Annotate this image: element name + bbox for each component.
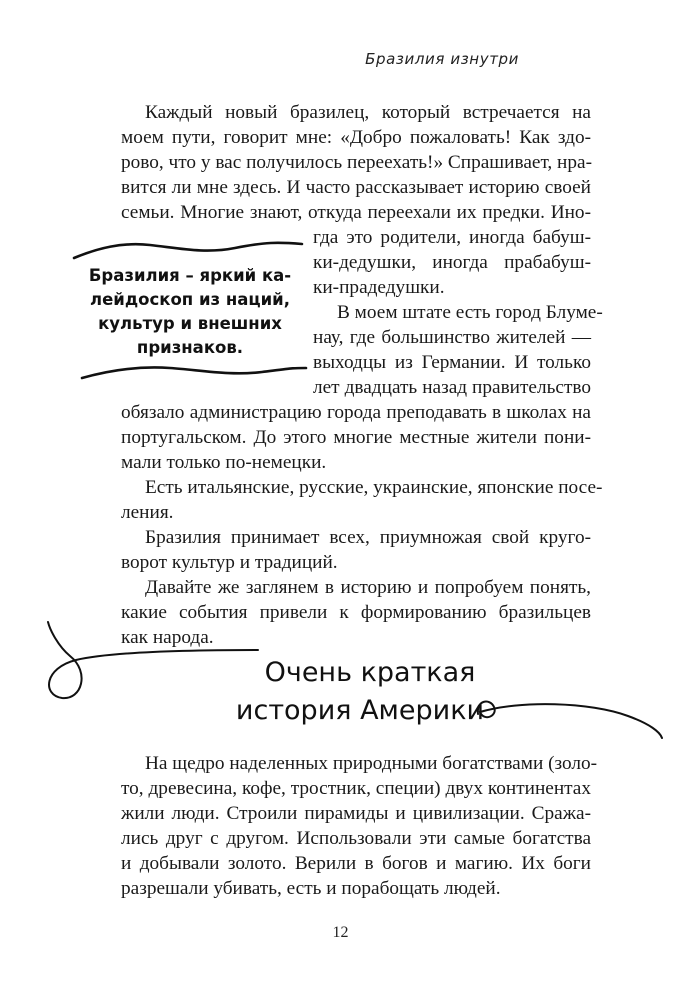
text-line: ки-прадедушки. — [313, 277, 445, 298]
text-line: моем пути, говорит мне: «Добро пожаловать! Как здо- — [121, 127, 591, 148]
text-line: Бразилия принимает всех, приумножая свой круго- — [145, 527, 591, 548]
text-line: мали только по-немецки. — [121, 452, 327, 473]
text-line: вится ли мне здесь. И часто рассказывает историю своей — [121, 177, 591, 198]
text-line: лет двадцать назад правительство — [313, 377, 591, 398]
text-line: ворот культур и традиций. — [121, 552, 338, 573]
text-line: разрешали убивать, есть и порабощать людей. — [121, 878, 501, 899]
pull-quote-line: культур и внешних — [98, 314, 282, 333]
text-line: На щедро наделенных природными богатствами (золо- — [145, 753, 598, 774]
text-line: как народа. — [121, 627, 214, 648]
running-head: Бразилия изнутри — [365, 50, 519, 68]
text-line: рово, что у вас получилось переехать!» Спрашивает, нра- — [121, 152, 592, 173]
text-line: лись друг с другом. Использовали эти самые богатства — [121, 828, 591, 849]
heading-line: история Америки — [235, 695, 485, 726]
text-line: то, древесина, кофе, тростник, специи) двух континентах — [121, 778, 591, 799]
text-line: В моем штате есть город Блуме- — [337, 302, 603, 323]
text-line: португальском. До этого многие местные жители пони- — [121, 427, 591, 448]
text-line: Давайте же заглянем в историю и попробуем понять, — [145, 577, 591, 598]
text-line: нау, где большинство жителей — — [313, 327, 591, 348]
quote-top-wave — [74, 243, 302, 258]
text-line: какие события привели к формированию бразильцев — [121, 602, 591, 623]
text-line: выходцы из Германии. И только — [313, 352, 591, 373]
text-line: и добывали золото. Верили в богов и магию. Их боги — [121, 853, 591, 874]
text-line: гда это родители, иногда бабуш- — [313, 227, 591, 248]
text-line: обязало администрацию города преподавать в школах на — [121, 402, 591, 423]
text-line: Есть итальянские, русские, украинские, японские посе- — [145, 477, 603, 498]
pull-quote-line: признаков. — [136, 338, 244, 357]
text-line: Каждый новый бразилец, который встречается на — [145, 102, 591, 123]
text-line: семьи. Многие знают, откуда переехали их предки. Ино- — [121, 202, 591, 223]
text-line: ки-дедушки, иногда прабабуш- — [313, 252, 591, 273]
pull-quote-line: лейдоскоп из наций, — [89, 290, 290, 309]
page-number: 12 — [332, 924, 349, 941]
heading-line: Очень краткая — [264, 657, 476, 688]
text-line: ления. — [121, 502, 174, 523]
text-line: жили люди. Строили пирамиды и цивилизации. Сража- — [121, 803, 591, 824]
pull-quote-line: Бразилия – яркий ка- — [88, 266, 292, 285]
quote-bottom-wave — [82, 367, 306, 378]
